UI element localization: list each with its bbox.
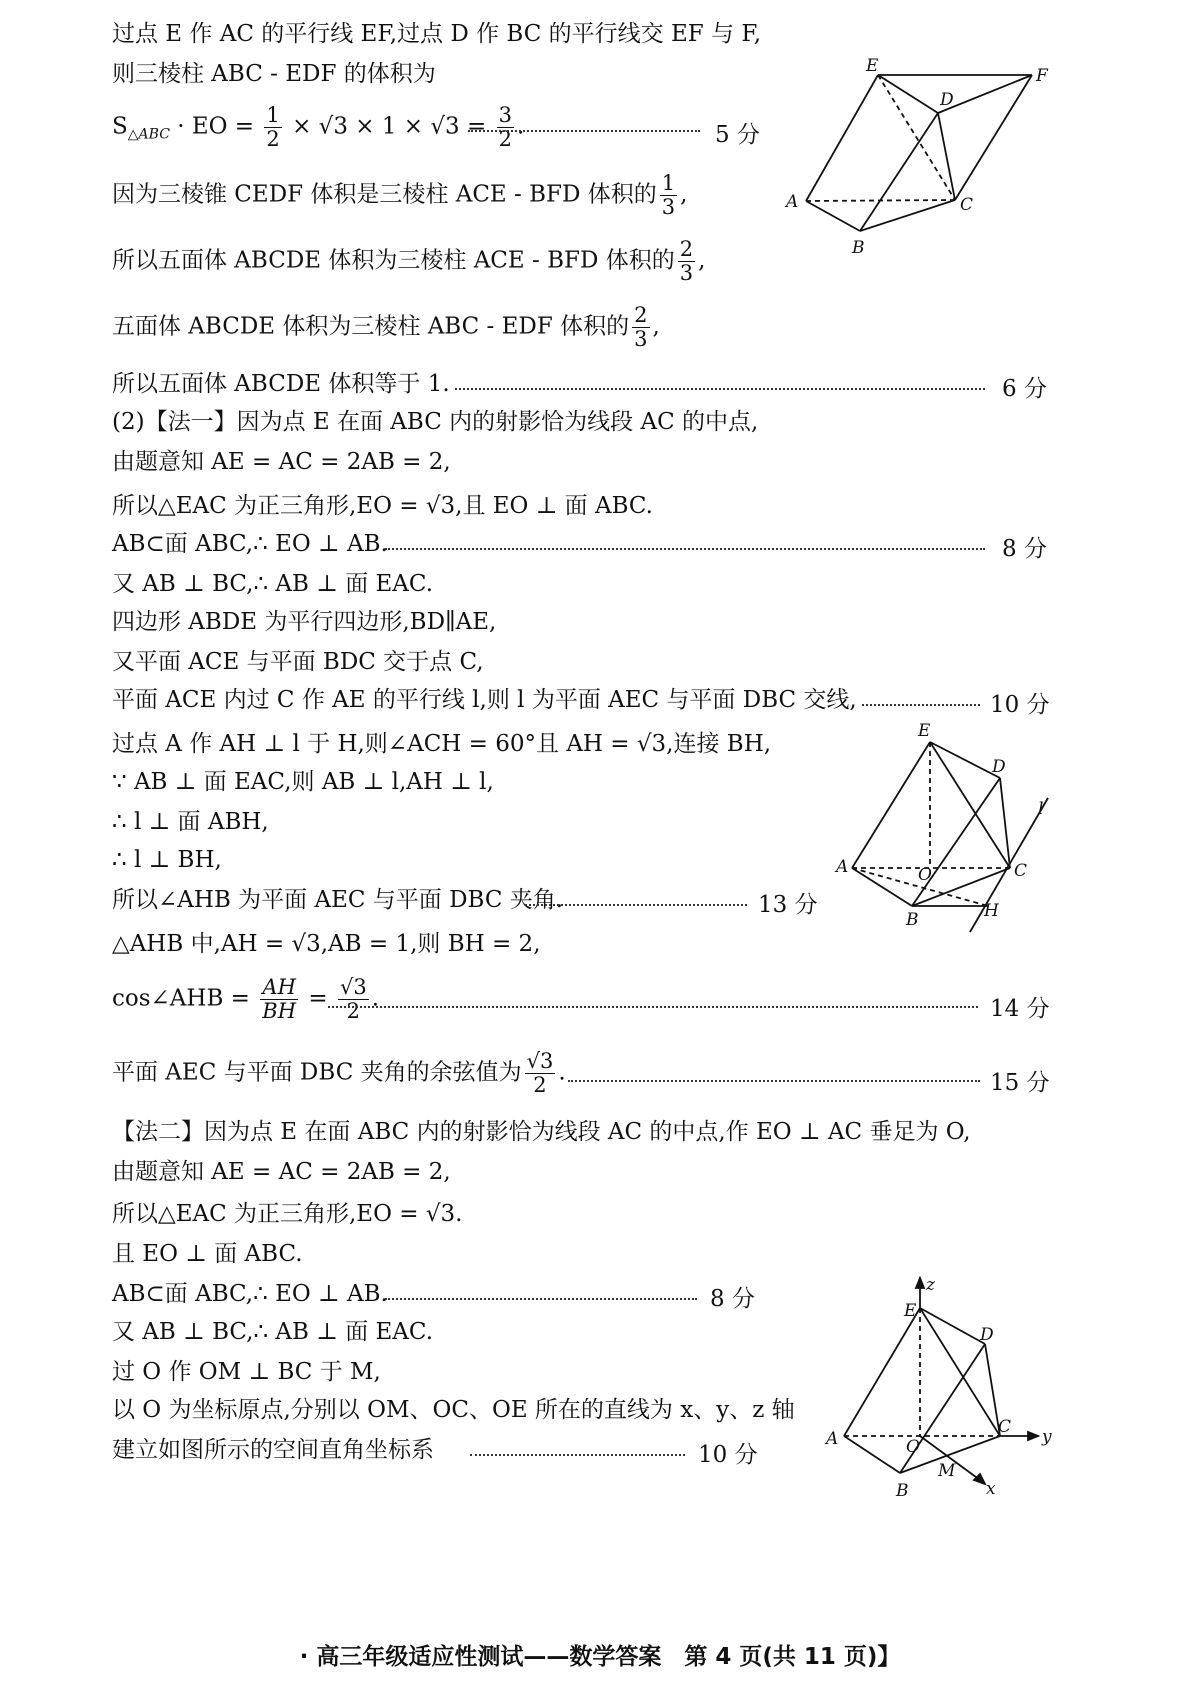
text-line: 平面 AEC 与平面 DBC 夹角的余弦值为 $\frac{√3}{2}$ . (112, 1049, 566, 1098)
score-leader (468, 130, 700, 132)
text-line: 由题意知 AE = AC = 2AB = 2, (112, 449, 451, 475)
vertex-label: E (904, 1301, 917, 1321)
text-line: 五面体 ABCDE 体积为三棱柱 ABC - EDF 体积的 $\frac{2}{3}$ , (112, 303, 660, 352)
text-line: AB⊂面 ABC,∴ EO ⊥ AB. (112, 1281, 388, 1307)
vertex-label: H (984, 901, 999, 921)
formula-text: × √3 × 1 × √3 = (284, 113, 494, 140)
text-line: 过点 A 作 AH ⊥ l 于 H,则∠ACH = 60°且 AH = √3,连接 BH, (112, 731, 772, 757)
score-label: 10 分 (990, 692, 1050, 718)
figure-coordinate-system (820, 1268, 1080, 1508)
fraction: $\frac{1}{3}$ (661, 171, 676, 220)
score-label: 10 分 (698, 1442, 758, 1468)
text-line: (2)【法一】因为点 E 在面 ABC 内的射影恰为线段 AC 的中点, (112, 409, 759, 435)
score-label: 14 分 (990, 996, 1050, 1022)
figure-prism (770, 55, 1070, 265)
formula-text: . (516, 113, 525, 140)
fraction: $\frac{1}{2}$ (266, 103, 280, 152)
vertex-label: C (960, 195, 974, 215)
text-line: 过 O 作 OM ⊥ BC 于 M, (112, 1359, 381, 1385)
text-line: 又 AB ⊥ BC,∴ AB ⊥ 面 EAC. (112, 1319, 434, 1345)
score-label: 8 分 (710, 1286, 755, 1312)
text-line: ∴ l ⊥ 面 ABH, (112, 809, 269, 835)
formula-line (112, 104, 524, 151)
axis-label: z (926, 1275, 935, 1295)
line-label: l (1038, 799, 1044, 819)
vertex-label: D (940, 90, 954, 110)
vertex-label: B (906, 910, 919, 930)
formula-subscript: △ABC (127, 126, 170, 143)
vertex-label: C (1014, 861, 1028, 881)
fraction: $\frac{AH}{BH}$ (262, 975, 297, 1024)
text-line: ∴ l ⊥ BH, (112, 847, 222, 873)
vertex-label: E (866, 56, 879, 76)
score-label: 6 分 (1002, 376, 1047, 402)
text-line: 则三棱柱 ABC - EDF 的体积为 (112, 61, 436, 87)
score-leader (455, 388, 985, 390)
vertex-label: O (918, 865, 932, 885)
formula-line: cos∠AHB = $\frac{AH}{BH}$ = $\frac{√3}{2}$ . (112, 975, 379, 1024)
text-line: 所以△EAC 为正三角形,EO = √3. (112, 1201, 463, 1227)
score-leader (385, 1298, 697, 1300)
text-line: 因为三棱锥 CEDF 体积是三棱柱 ACE - BFD 体积的 $\frac{1}{3}$ , (112, 171, 688, 220)
fraction: $\frac{√3}{2}$ (339, 975, 367, 1024)
text-line: 所以△EAC 为正三角形,EO = √3,且 EO ⊥ 面 ABC. (112, 493, 653, 519)
text-line: 【法二】因为点 E 在面 ABC 内的射影恰为线段 AC 的中点,作 EO ⊥ AC 垂足为 O, (112, 1119, 971, 1145)
fraction: $\frac{2}{3}$ (634, 303, 648, 352)
text-line: 建立如图所示的空间直角坐标系 (112, 1437, 434, 1463)
vertex-label: B (896, 1481, 909, 1501)
vertex-label: E (918, 721, 931, 741)
text-line: 四边形 ABDE 为平行四边形,BD∥AE, (112, 609, 497, 635)
text-line: AB⊂面 ABC,∴ EO ⊥ AB. (112, 531, 388, 557)
text-line: 又 AB ⊥ BC,∴ AB ⊥ 面 EAC. (112, 571, 434, 597)
vertex-label: A (836, 857, 849, 877)
score-label: 5 分 (715, 122, 760, 148)
axis-label: y (1042, 1427, 1052, 1447)
text-line: 所以五面体 ABCDE 体积为三棱柱 ACE - BFD 体积的 $\frac{2}{3}$ , (112, 237, 706, 286)
text-line: 过点 E 作 AC 的平行线 EF,过点 D 作 BC 的平行线交 EF 与 F, (112, 21, 762, 47)
score-label: 15 分 (990, 1070, 1050, 1096)
vertex-label: M (938, 1461, 956, 1481)
fraction: $\frac{2}{3}$ (679, 237, 694, 286)
score-leader (470, 1454, 685, 1456)
vertex-label: F (1036, 66, 1048, 86)
text-line: 以 O 为坐标原点,分别以 OM、OC、OE 所在的直线为 x、y、z 轴 (112, 1397, 795, 1423)
text-line: 平面 ACE 内过 C 作 AE 的平行线 l,则 l 为平面 AEC 与平面 DBC 交线, (112, 687, 857, 713)
score-leader (385, 548, 985, 550)
vertex-label: A (826, 1429, 839, 1449)
text-line: 由题意知 AE = AC = 2AB = 2, (112, 1159, 451, 1185)
page-footer: · 高三年级适应性测试——数学答案 第 4 页(共 11 页)】 (299, 1644, 901, 1670)
text-line: △AHB 中,AH = √3,AB = 1,则 BH = 2, (112, 931, 541, 957)
vertex-label: D (992, 757, 1006, 777)
score-label: 8 分 (1002, 536, 1047, 562)
score-leader (862, 704, 980, 706)
vertex-label: C (998, 1417, 1012, 1437)
vertex-label: D (980, 1325, 994, 1345)
score-leader (525, 904, 747, 906)
score-label: 13 分 (758, 892, 818, 918)
text-line: 又平面 ACE 与平面 BDC 交于点 C, (112, 649, 484, 675)
text-line: ∵ AB ⊥ 面 EAC,则 AB ⊥ l,AH ⊥ l, (112, 769, 494, 795)
formula-text: · EO = (169, 113, 262, 140)
score-leader (568, 1080, 980, 1082)
fraction: $\frac{√3}{2}$ (526, 1049, 554, 1098)
fraction: $\frac{3}{2}$ (498, 103, 512, 152)
text-line: 且 EO ⊥ 面 ABC. (112, 1241, 303, 1267)
vertex-label: A (786, 192, 799, 212)
formula-text: S (112, 113, 128, 140)
vertex-label: O (906, 1437, 920, 1457)
score-leader (328, 1006, 978, 1008)
axis-label: x (986, 1479, 996, 1499)
text-line: 所以∠AHB 为平面 AEC 与平面 DBC 夹角. (112, 887, 564, 913)
vertex-label: B (852, 238, 865, 258)
text-line: 所以五面体 ABCDE 体积等于 1. (112, 371, 450, 397)
figure-pentahedron-1 (830, 720, 1090, 940)
